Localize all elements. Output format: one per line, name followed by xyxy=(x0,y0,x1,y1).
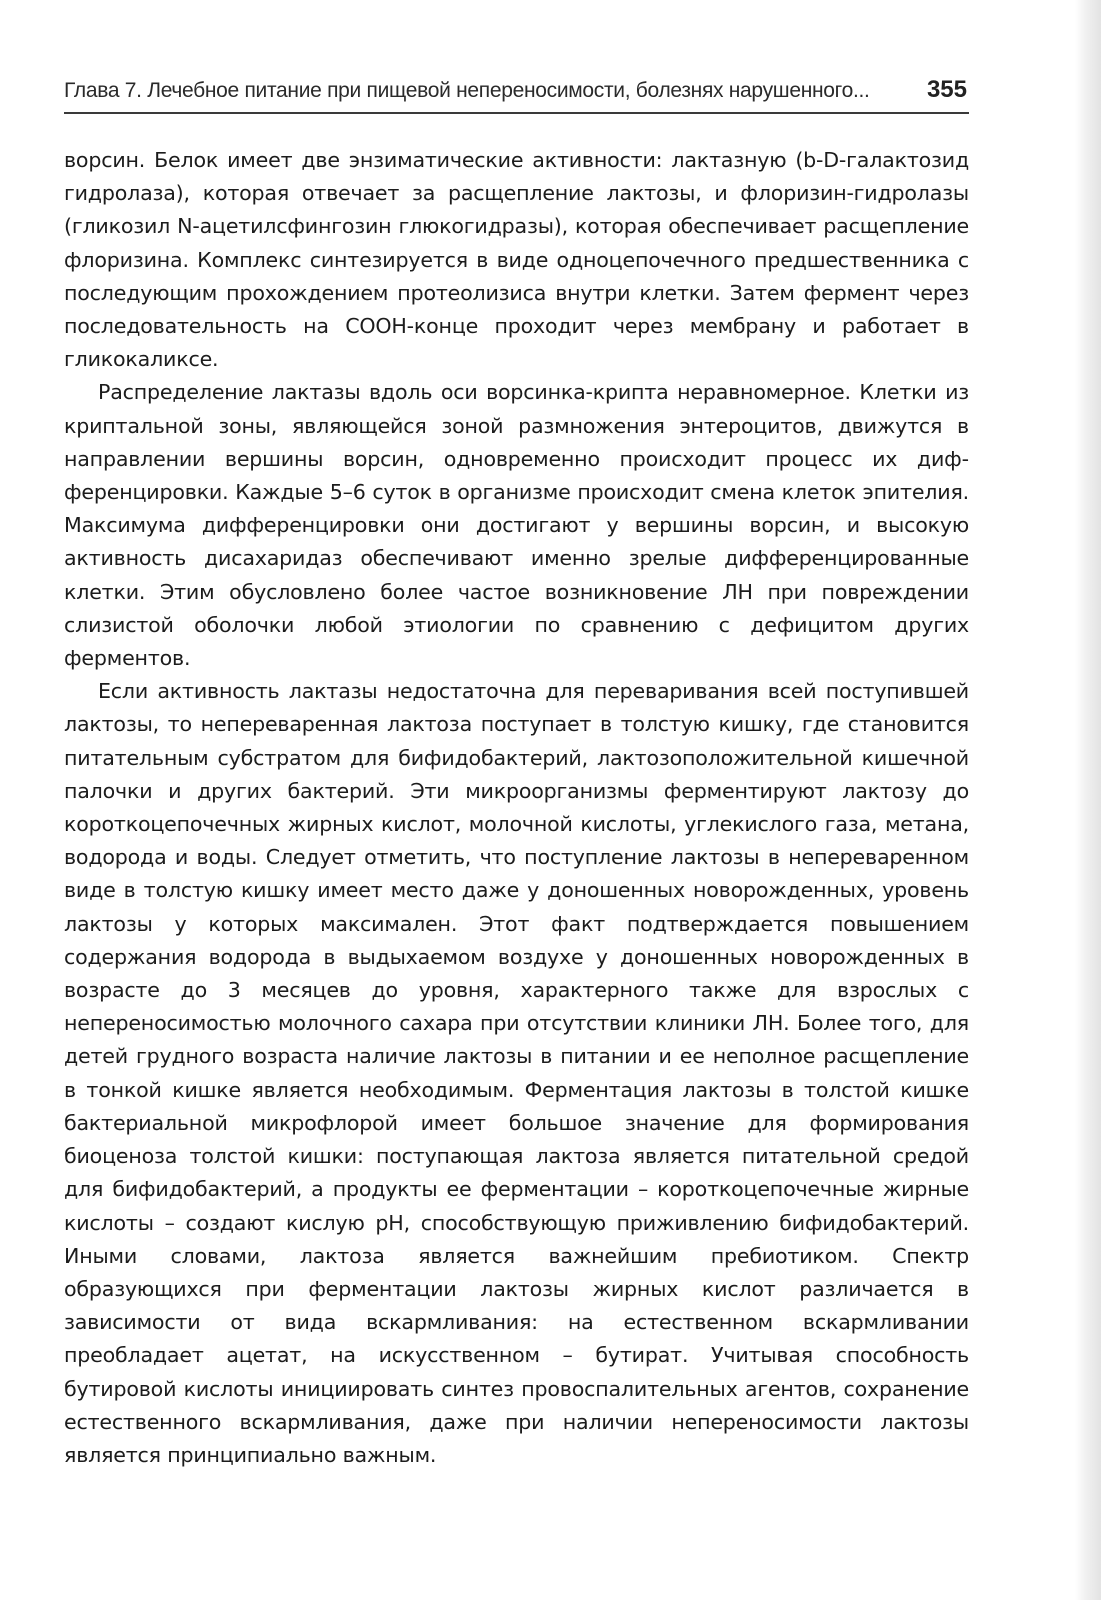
page-number: 355 xyxy=(926,76,967,103)
body-text xyxy=(64,144,969,1472)
running-header xyxy=(64,76,969,114)
paragraph-2: Распределение лактазы вдоль оси ворсинка-крипта неравномерное. Клетки из криптальной зоны, являющейся зоной размножения энтероцитов, движутся в направлении вершины ворсин, одновременно происходит процесс их дифференцировки. Каждые 5–6 суток в организме происходит смена клеток эпителия. Максимума дифференцировки они достигают у вершины ворсин, и высокую активность дисахаридаз обеспечивают именно зрелые дифференцированные клетки. Этим обусловлено более частое возникновение ЛН при повреждении слизистой оболочки любой этиологии по сравнению с дефицитом других ферментов. xyxy=(64,380,969,671)
chapter-title: Глава 7. Лечебное питание при пищевой непереносимости, болезнях нарушенного... xyxy=(64,79,870,102)
page-edge-shadow xyxy=(1075,0,1101,1600)
paragraph-1: ворсин. Белок имеет две энзиматические активности: лактазную (b-D-галактозид гидролаза), которая отвечает за расщепление лактозы, и флоризин-гидролазы (гликозил N-ацетилсфингозин глюкогидразы), которая обеспечивает расщепление флоризина. Комплекс синтезируется в виде одноцепочечного предшественника с последующим прохождением протеолизиса внутри клетки. Затем фермент через последовательность на COOH-конце проходит через мембрану и работает в гликокаликсе. xyxy=(64,148,969,372)
paragraph-3: Если активность лактазы недостаточна для переваривания всей поступившей лактозы, то непереваренная лактоза поступает в толстую кишку, где становится питательным субстратом для бифидобактерий, лактозоположительной кишечной палочки и других бактерий. Эти микроорганизмы ферментируют лактозу до короткоцепочечных жирных кислот, молочной кислоты, углекислого газа, метана, водорода и воды. Следует отметить, что поступление лактозы в непереваренном виде в толстую кишку имеет место даже у доношенных новорожденных, уровень лактозы у которых максимален. Этот факт подтверждается повышением содержания водорода в выдыхаемом воздухе у доношенных новорожденных в возрасте до 3 месяцев до уровня, характерного также для взрослых с непереносимостью молочного сахара при отсутствии клиники ЛН. Более того, для детей грудного возраста наличие лактозы в питании и ее неполное расщепление в тонкой кишке является необходимым. Ферментация лактозы в толстой кишке бактериальной микрофлорой имеет большое значение для формирования биоценоза толстой кишки: поступающая лактоза является питательной средой для бифидобактерий, а продукты ее ферментации – короткоцепочечные жирные кислоты – создают кислую рН, способствующую приживлению бифидобактерий. Иными словами, лактоза является важнейшим пребиотиком. Спектр образующихся при ферментации лактозы жирных кислот различается в зависимости от вида вскармливания: на естественном вскармливании преобладает ацетат, на искусственном – бутират. Учитывая способность бутировой кислоты инициировать синтез провоспалительных агентов, сохранение естественного вскармливания, даже при наличии непереносимости лактозы является принципиально важным. xyxy=(64,679,969,1467)
